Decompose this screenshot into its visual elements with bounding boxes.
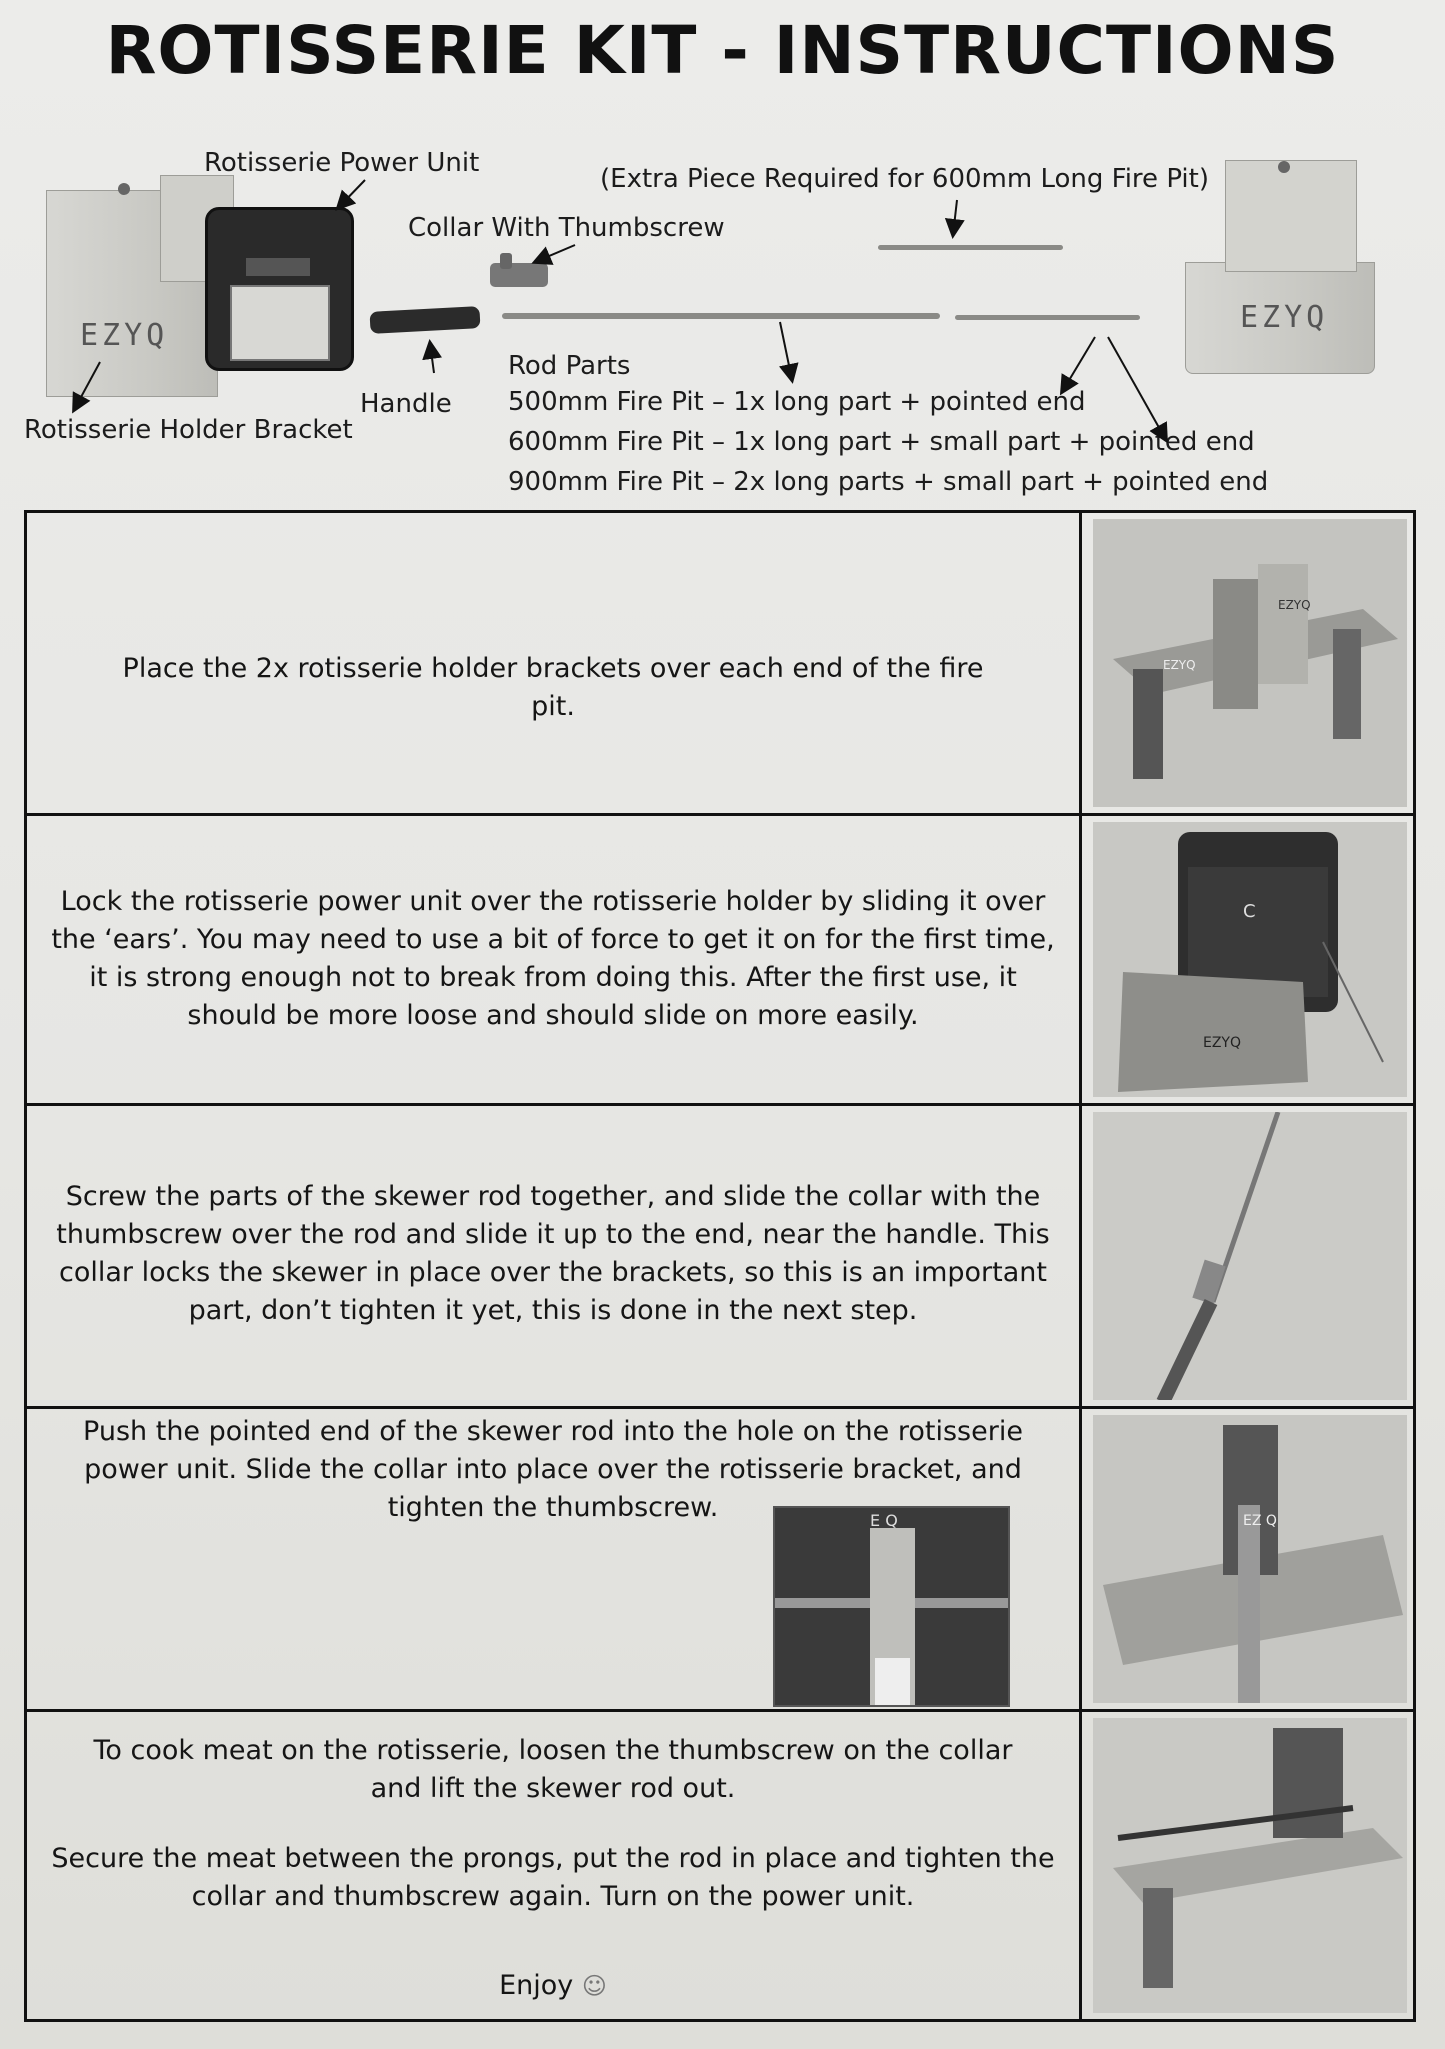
label-collar: Collar With Thumbscrew <box>408 213 725 243</box>
brand-logo-right: EZYQ <box>1240 300 1329 335</box>
step-text-cell <box>27 1106 1082 1406</box>
assembled-rotisserie-photo <box>1093 1718 1407 2013</box>
label-rod-part-900: 900mm Fire Pit – 2x long parts + small part + pointed end <box>508 467 1269 497</box>
step-row-2 <box>27 816 1413 1106</box>
step-photo-cell <box>1085 513 1413 813</box>
label-rod-part-600: 600mm Fire Pit – 1x long part + small part + pointed end <box>508 427 1255 457</box>
label-handle: Handle <box>360 389 452 419</box>
arrow-handle <box>430 343 434 373</box>
step-text-cell <box>27 1712 1082 2019</box>
svg-text:EZYQ: EZYQ <box>1163 658 1196 672</box>
arrow-holder-bracket <box>74 362 100 410</box>
pointer-arrows <box>0 0 1445 510</box>
arrow-extra-piece <box>953 200 957 235</box>
smiley-icon: ☺ <box>581 1972 607 2000</box>
arrow-rod-pointed-b <box>1108 337 1166 440</box>
label-extra-piece: (Extra Piece Required for 600mm Long Fire Pit) <box>600 164 1209 194</box>
step-row-1 <box>27 513 1413 816</box>
step-text-cell <box>27 513 1082 813</box>
step-row-4 <box>27 1409 1413 1712</box>
svg-text:EZYQ: EZYQ <box>1203 1035 1242 1051</box>
step-1-text: Place the 2x rotisserie holder brackets over each end of the fire pit. <box>122 653 984 722</box>
step-5-text-part-1: To cook meat on the rotisserie, loosen the thumbscrew on the collar and lift the skewer rod out. <box>93 1735 1013 1804</box>
collar-closeup-inset <box>773 1506 1010 1707</box>
label-holder-bracket: Rotisserie Holder Bracket <box>24 415 353 445</box>
collar-on-bracket-photo <box>1093 1415 1407 1703</box>
step-photo-cell <box>1085 1712 1413 2019</box>
power-unit-photo <box>1093 822 1407 1097</box>
step-photo-cell <box>1085 1409 1413 1709</box>
enjoy-note <box>27 1970 1079 2001</box>
svg-text:EZYQ: EZYQ <box>1278 598 1311 612</box>
steps-table <box>24 510 1416 2022</box>
enjoy-text: Enjoy <box>499 1970 574 2001</box>
label-rod-parts-heading: Rod Parts <box>508 351 631 381</box>
label-rod-part-500: 500mm Fire Pit – 1x long part + pointed end <box>508 387 1086 417</box>
step-row-5 <box>27 1712 1413 2019</box>
step-4-text: Push the pointed end of the skewer rod into the hole on the rotisserie power unit. Slide the collar into place over the rotisserie bracket, and tighten the thumbscrew. <box>83 1416 1023 1523</box>
arrow-rod-pointed-a <box>1062 337 1095 392</box>
brand-logo-left: EZYQ <box>80 318 169 353</box>
step-2-text: Lock the rotisserie power unit over the rotisserie holder by sliding it over the ‘ears’. You may need to use a bit of force to get it on for the first time, it is strong enough not to break from doing this. After the first use, it should be more loose and should slide on more easily. <box>51 886 1055 1031</box>
step-5-text-part-2: Secure the meat between the prongs, put the rod in place and tighten the collar and thumbscrew again. Turn on the power unit. <box>51 1843 1055 1912</box>
fire-pit-brackets-photo <box>1093 519 1407 807</box>
svg-text:E Q: E Q <box>870 1511 898 1530</box>
arrow-rod-long <box>780 322 792 380</box>
arrow-collar <box>535 245 575 262</box>
label-power-unit: Rotisserie Power Unit <box>204 148 480 178</box>
step-text-cell <box>27 816 1082 1103</box>
step-text-cell <box>27 1409 1082 1709</box>
skewer-rod-photo <box>1093 1112 1407 1400</box>
step-3-text: Screw the parts of the skewer rod together, and slide the collar with the thumbscrew over the rod and slide it up to the end, near the handle. This collar locks the skewer in place over the brackets, so this is an important part, don’t tighten it yet, this is done in the next step. <box>56 1181 1050 1326</box>
step-photo-cell <box>1085 816 1413 1103</box>
page-title: ROTISSERIE KIT - INSTRUCTIONS <box>105 12 1340 89</box>
svg-text:EZ Q: EZ Q <box>1243 1513 1277 1529</box>
step-row-3 <box>27 1106 1413 1409</box>
svg-text:C: C <box>1243 901 1256 922</box>
arrow-power-unit <box>338 180 365 208</box>
step-photo-cell <box>1085 1106 1413 1406</box>
